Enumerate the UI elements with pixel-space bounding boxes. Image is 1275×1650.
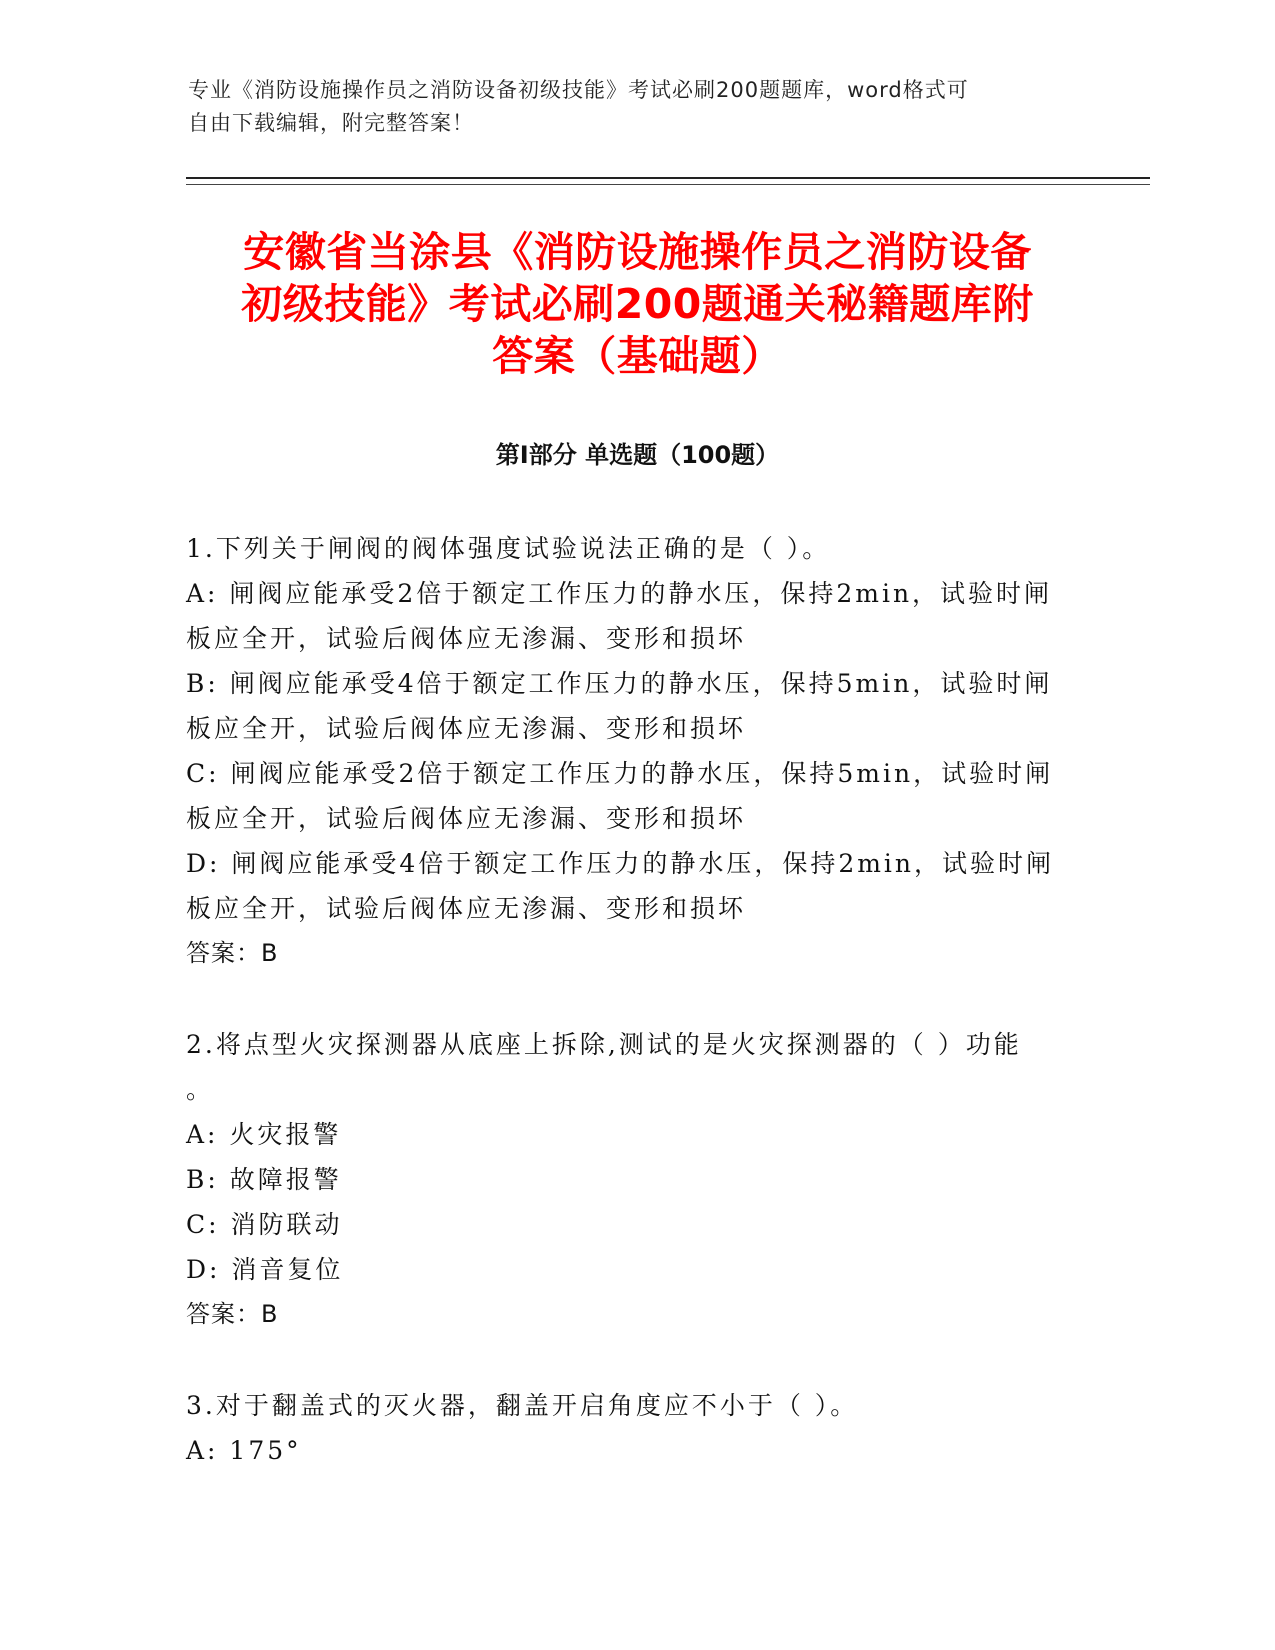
answer-option: A: 火灾报警 (186, 1120, 342, 1149)
answer-option: 板应全开，试验后阀体应无渗漏、变形和损坏 (186, 804, 747, 833)
answer-option: 板应全开，试验后阀体应无渗漏、变形和损坏 (186, 714, 747, 743)
correct-answer: 答案：B (186, 1300, 279, 1328)
header-note-line: 自由下载编辑，附完整答案！ (188, 111, 474, 135)
question-stem: 。 (186, 1075, 215, 1104)
question-block (186, 1022, 1076, 1337)
title-line: 安徽省当涂县《消防设施操作员之消防设备 (243, 228, 1032, 276)
answer-option: D: 消音复位 (186, 1255, 344, 1284)
answer-option: B: 故障报警 (186, 1165, 342, 1194)
title-line: 答案（基础题） (492, 332, 783, 380)
header-note (188, 74, 1068, 140)
question-stem: 3.对于翻盖式的灭火器，翻盖开启角度应不小于（ ）。 (186, 1391, 859, 1420)
answer-option: 板应全开，试验后阀体应无渗漏、变形和损坏 (186, 624, 747, 653)
answer-option: D: 闸阀应能承受4倍于额定工作压力的静水压，保持2min，试验时闸 (186, 849, 1055, 878)
answer-option: B: 闸阀应能承受4倍于额定工作压力的静水压，保持5min，试验时闸 (186, 669, 1053, 698)
question-stem: 2.将点型火灾探测器从底座上拆除,测试的是火灾探测器的（ ）功能 (186, 1030, 1022, 1059)
question-stem: 1.下列关于闸阀的阀体强度试验说法正确的是（ ）。 (186, 534, 831, 563)
question-block (186, 526, 1076, 976)
document-title (150, 226, 1125, 382)
correct-answer: 答案：B (186, 939, 279, 967)
header-divider-thick (186, 177, 1150, 179)
question-block (186, 1383, 1076, 1473)
answer-option: C: 闸阀应能承受2倍于额定工作压力的静水压，保持5min，试验时闸 (186, 759, 1054, 788)
title-line: 初级技能》考试必刷200题通关秘籍题库附 (241, 280, 1034, 328)
question-list (186, 526, 1076, 1519)
section-heading: 第Ⅰ部分 单选题（100题） (495, 441, 780, 469)
header-note-line: 专业《消防设施操作员之消防设备初级技能》考试必刷200题题库，word格式可 (188, 78, 969, 102)
answer-option: A: 175° (186, 1436, 302, 1465)
header-divider-thin (186, 184, 1150, 185)
answer-option: A: 闸阀应能承受2倍于额定工作压力的静水压，保持2min，试验时闸 (186, 579, 1053, 608)
answer-option: 板应全开，试验后阀体应无渗漏、变形和损坏 (186, 894, 747, 923)
answer-option: C: 消防联动 (186, 1210, 343, 1239)
